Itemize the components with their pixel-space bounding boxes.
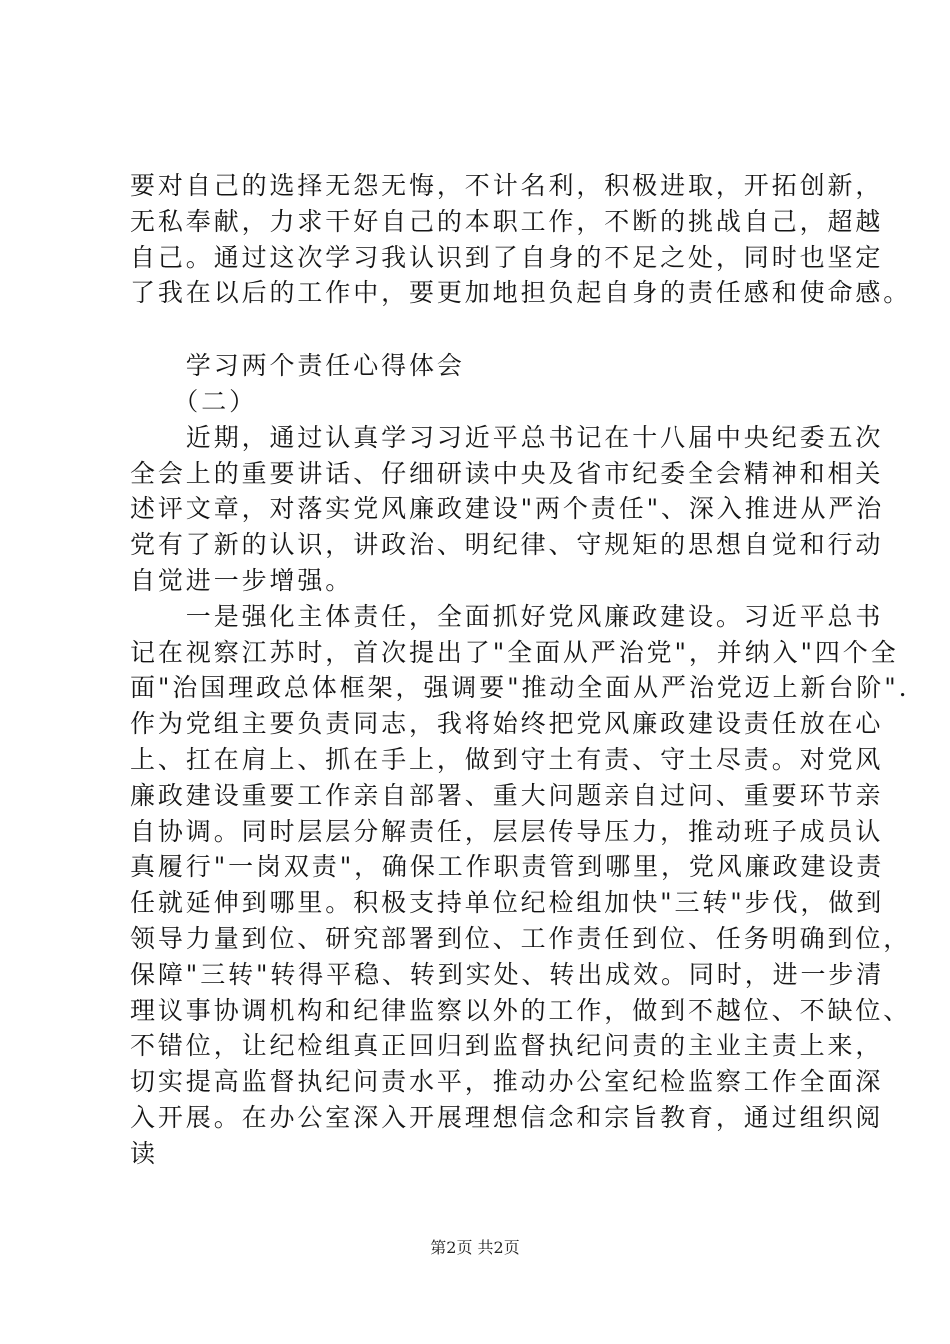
text-line: 面"治国理政总体框架，强调要"推动全面从严治党迈上新台阶".: [130, 673, 910, 703]
text-line: 理议事协调机构和纪律监察以外的工作，做到不越位、不缺位、: [130, 995, 912, 1025]
text-line: 切实提高监督执纪问责水平，推动办公室纪检监察工作全面深: [130, 1067, 884, 1097]
text-line: 廉政建设重要工作亲自部署、重大问题亲自过问、重要环节亲: [130, 780, 884, 810]
text-line: 述评文章，对落实党风廉政建设"两个责任"、深入推进从严治: [130, 494, 885, 524]
text-line: 党有了新的认识，讲政治、明纪律、守规矩的思想自觉和行动: [130, 530, 884, 560]
text-line: 自己。通过这次学习我认识到了自身的不足之处，同时也坚定: [130, 242, 884, 272]
document-body: [130, 168, 912, 1172]
text-line: 无私奉献，力求干好自己的本职工作，不断的挑战自己，超越: [130, 206, 884, 236]
text-line: 上、扛在肩上、抓在手上，做到守土有责、守土尽责。对党风: [130, 744, 884, 774]
text-line: 读: [130, 1138, 158, 1168]
paragraph-intro: [130, 168, 912, 311]
page-number-label: 第2页 共2页: [430, 1238, 520, 1257]
text-line: 自协调。同时层层分解责任，层层传导压力，推动班子成员认: [130, 816, 884, 846]
text-line: 作为党组主要负责同志，我将始终把党风廉政建设责任放在心: [130, 709, 884, 739]
paragraph-gap: [130, 311, 850, 348]
section-number: （二）: [130, 386, 258, 416]
paragraph-1: [130, 420, 885, 599]
text-line: 全会上的重要讲话、仔细研读中央及省市纪委全会精神和相关: [130, 458, 884, 488]
text-line: 要对自己的选择无怨无悔，不计名利，积极进取，开拓创新，: [130, 171, 884, 200]
section-title: 学习两个责任心得体会: [130, 351, 465, 381]
text-line: 记在视察江苏时，首次提出了"全面从严治党"，并纳入"四个全: [130, 637, 899, 667]
paragraph-2: [130, 599, 912, 1172]
page-footer: [0, 1238, 950, 1258]
text-line: 近期，通过认真学习习近平总书记在十八届中央纪委五次: [130, 422, 884, 452]
text-line: 任就延伸到哪里。积极支持单位纪检组加快"三转"步伐，做到: [130, 888, 885, 918]
text-line: 领导力量到位、研究部署到位、工作责任到位、任务明确到位，: [130, 923, 912, 953]
text-line: 真履行"一岗双责"，确保工作职责管到哪里，党风廉政建设责: [130, 852, 885, 882]
text-line: 了我在以后的工作中，要更加地担负起自身的责任感和使命感。: [130, 278, 912, 308]
text-line: 保障"三转"转得平稳、转到实处、转出成效。同时，进一步清: [130, 959, 885, 989]
text-line: 入开展。在办公室深入开展理想信念和宗旨教育，通过组织阅: [130, 1102, 884, 1132]
text-line: 一是强化主体责任，全面抓好党风廉政建设。习近平总书: [130, 601, 884, 631]
text-line: 自觉进一步增强。: [130, 565, 354, 595]
text-line: 不错位，让纪检组真正回归到监督执纪问责的主业主责上来，: [130, 1031, 884, 1061]
